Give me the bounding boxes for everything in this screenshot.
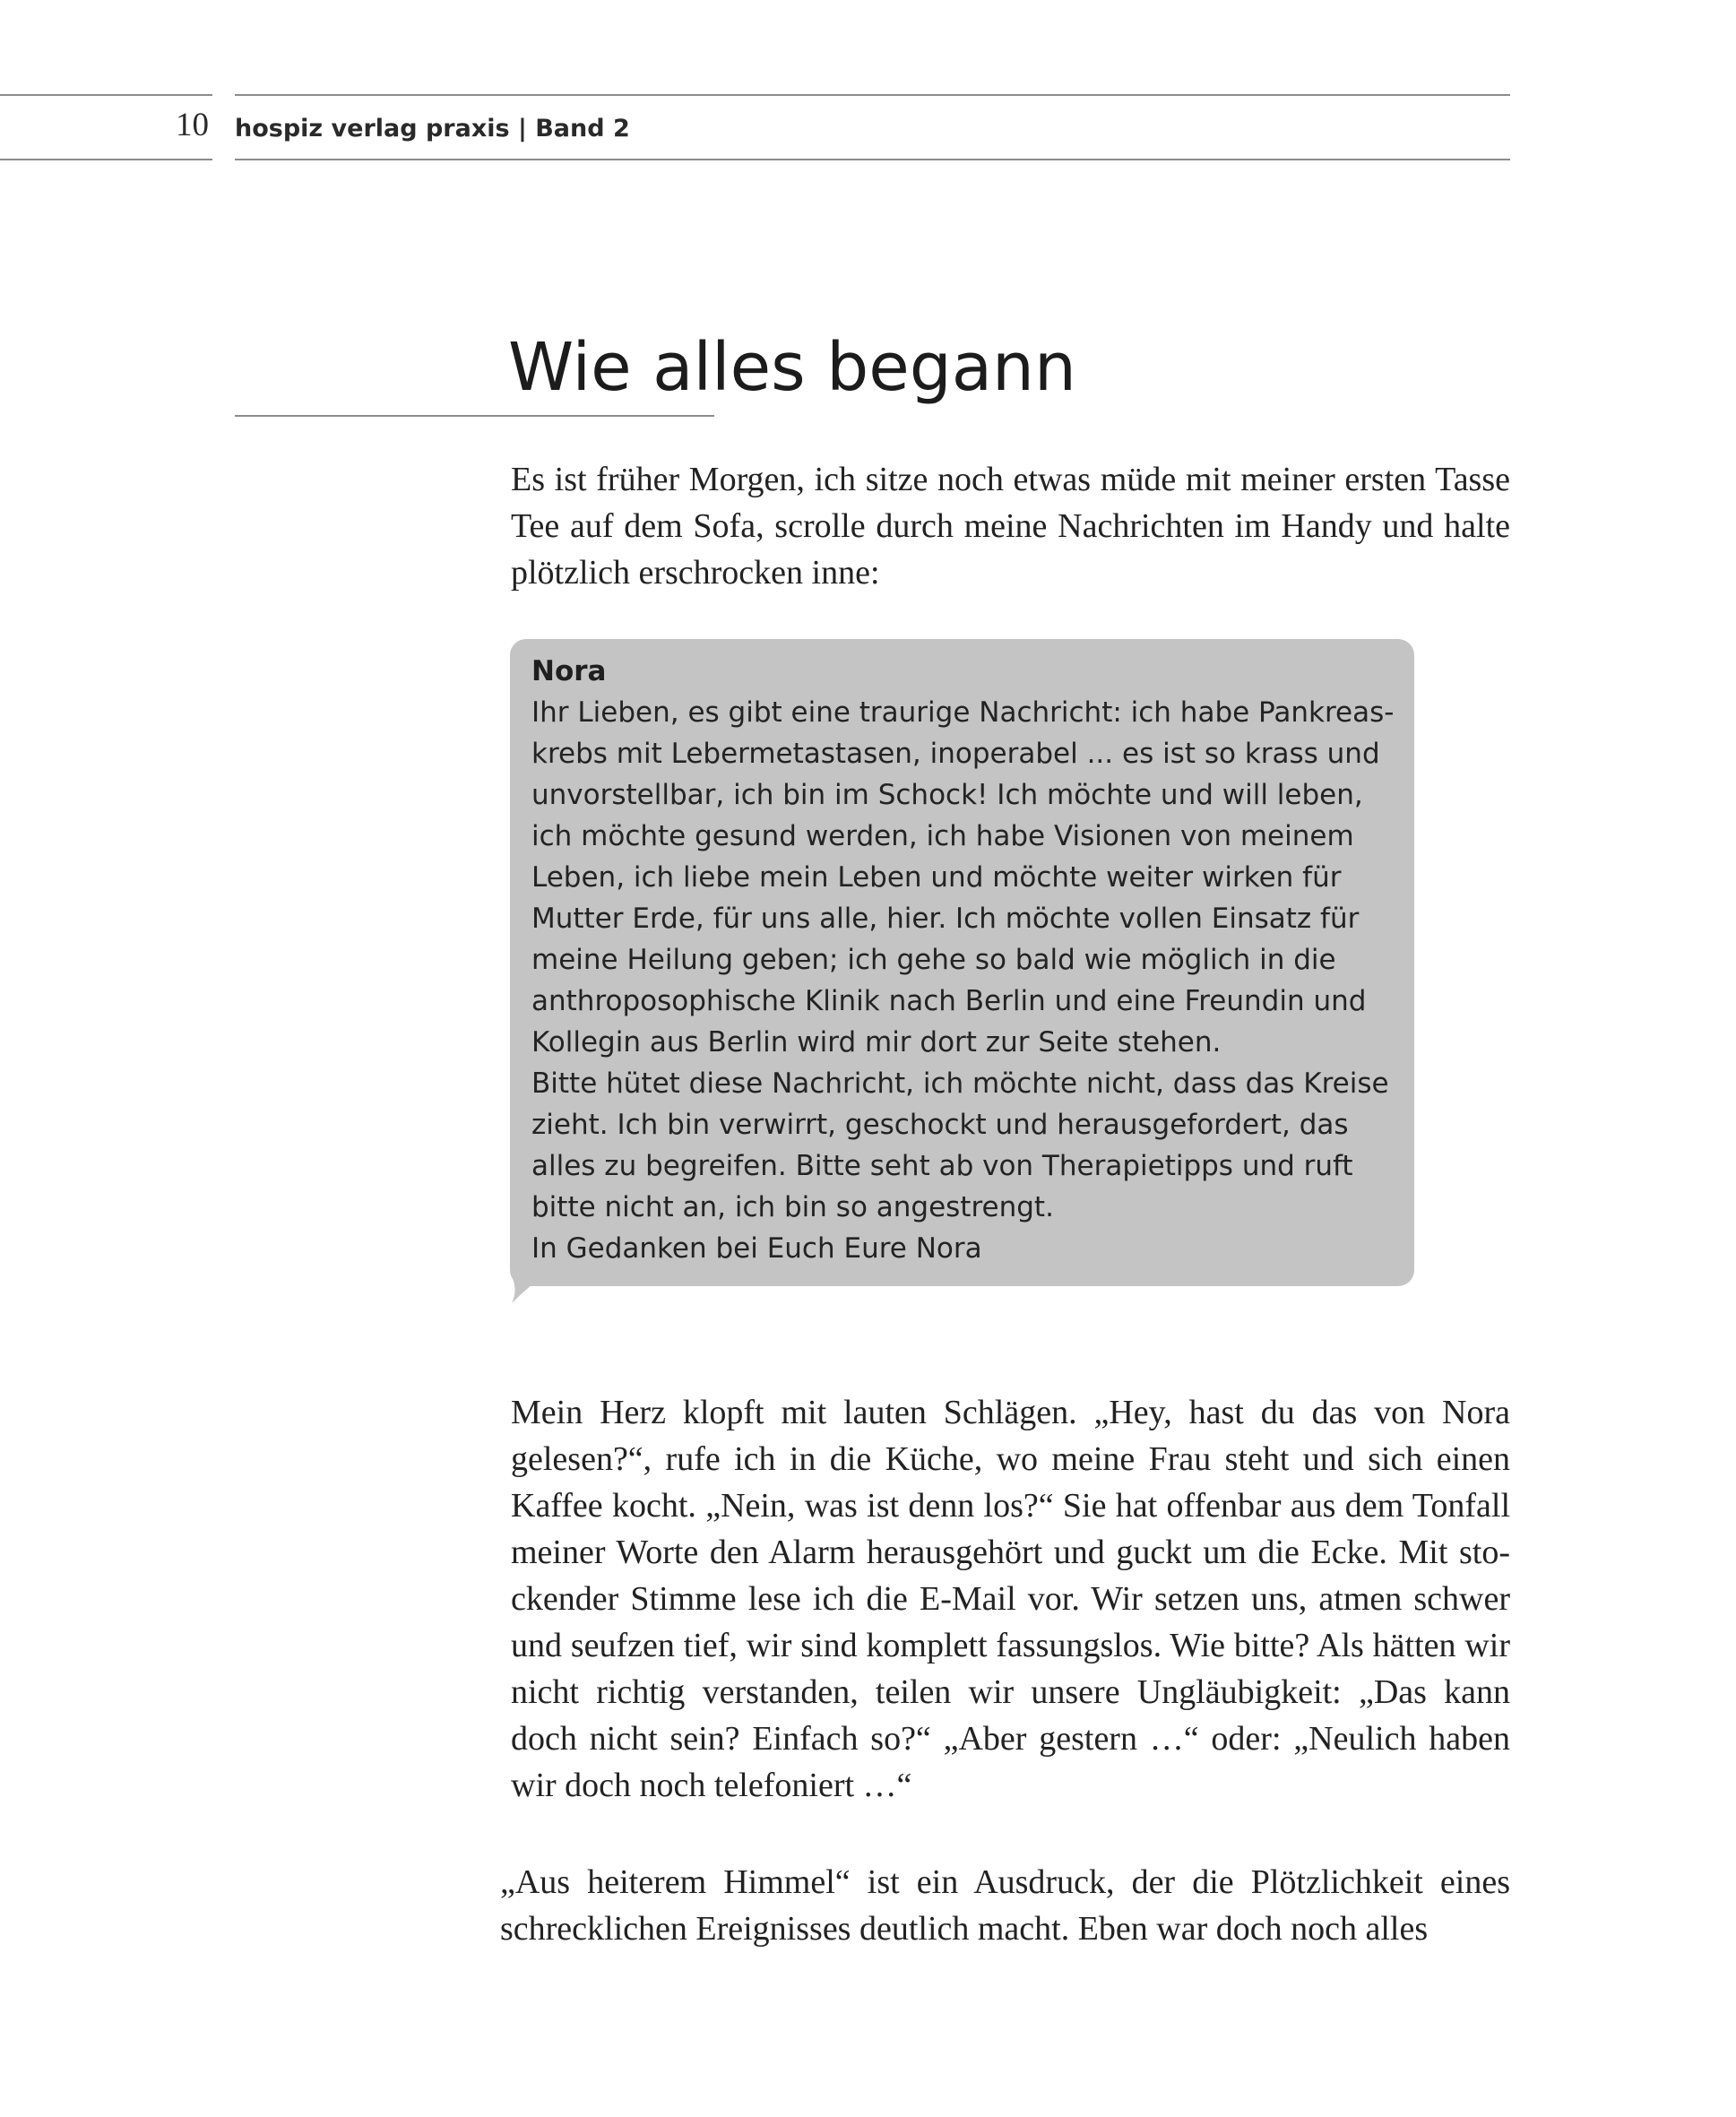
header-rule-bottom-right	[235, 159, 1510, 160]
intro-paragraph: Es ist früher Morgen, ich sitze noch etwas müde mit meiner ersten Tasse Tee auf dem Sofa, scrolle durch meine Nachrichten im Handy und halte plötzlich erschrocken inne:	[511, 461, 1510, 592]
message-line: Ihr Lieben, es gibt eine traurige Nachricht: ich habe Pankreas-	[531, 696, 1395, 729]
reaction-paragraph: Mein Herz klopft mit lauten Schlägen. „Hey, hast du das von Nora gelesen?“, rufe ich in die Küche, wo meine Frau steht und sich einen Kaffee kocht. „Nein, was ist denn los?“ Sie hat offenbar aus dem Tonfall meiner Worte den Alarm herausgehört und guckt um die Ecke. Mit stockender Stimme lese ich die E-Mail vor. Wir setzen uns, atmen schwer und seufzen tief, wir sind komplett fassungslos. Wie bitte? Als hätten wir nicht richtig verstanden, teilen wir unsere Ungläubigkeit: „Das kann doch nicht sein? Einfach so?“ „Aber gestern …“ oder: „Neulich haben wir doch noch telefoniert …“	[511, 1394, 1510, 1804]
header-rule-bottom-left	[0, 159, 212, 160]
chapter-title: Wie alles begann	[508, 329, 1076, 406]
message-line: bitte nicht an, ich bin so angestrengt.	[531, 1191, 1054, 1223]
message-bubble-tail	[510, 1273, 548, 1303]
header-rule-top-left	[0, 94, 212, 96]
header-rule-top-right	[235, 94, 1510, 96]
closing-paragraph: „Aus heiterem Himmel“ ist ein Ausdruck, der die Plötzlichkeit eines schrecklichen Ereignisses deutlich macht. Eben war doch noch alles	[500, 1863, 1510, 1948]
message-line: meine Heilung geben; ich gehe so bald wie möglich in die	[531, 944, 1336, 976]
message-line: ich möchte gesund werden, ich habe Visionen von meinem	[531, 820, 1354, 852]
message-line: Leben, ich liebe mein Leben und möchte weiter wirken für	[531, 861, 1342, 894]
chapter-title-underline	[235, 415, 714, 417]
message-line: anthroposophische Klinik nach Berlin und eine Freundin und	[531, 985, 1367, 1017]
message-line: Bitte hütet diese Nachricht, ich möchte nicht, dass das Kreise	[531, 1067, 1389, 1100]
message-line: zieht. Ich bin verwirrt, geschockt und herausgefordert, das	[531, 1109, 1349, 1141]
message-line: alles zu begreifen. Bitte seht ab von Therapietipps und ruft	[531, 1150, 1353, 1182]
message-line: Mutter Erde, für uns alle, hier. Ich möchte vollen Einsatz für	[531, 903, 1360, 935]
message-line: unvorstellbar, ich bin im Schock! Ich möchte und will leben,	[531, 779, 1363, 811]
message-line: krebs mit Lebermetastasen, inoperabel ... es ist so krass und	[531, 738, 1380, 770]
message-line: In Gedanken bei Euch Eure Nora	[531, 1232, 982, 1265]
message-line: Kollegin aus Berlin wird mir dort zur Seite stehen.	[531, 1026, 1222, 1058]
message-bubble	[510, 639, 1414, 1286]
page-number: 10	[176, 107, 209, 143]
running-head: hospiz verlag praxis | Band 2	[235, 115, 630, 143]
message-sender: Nora	[531, 655, 607, 687]
